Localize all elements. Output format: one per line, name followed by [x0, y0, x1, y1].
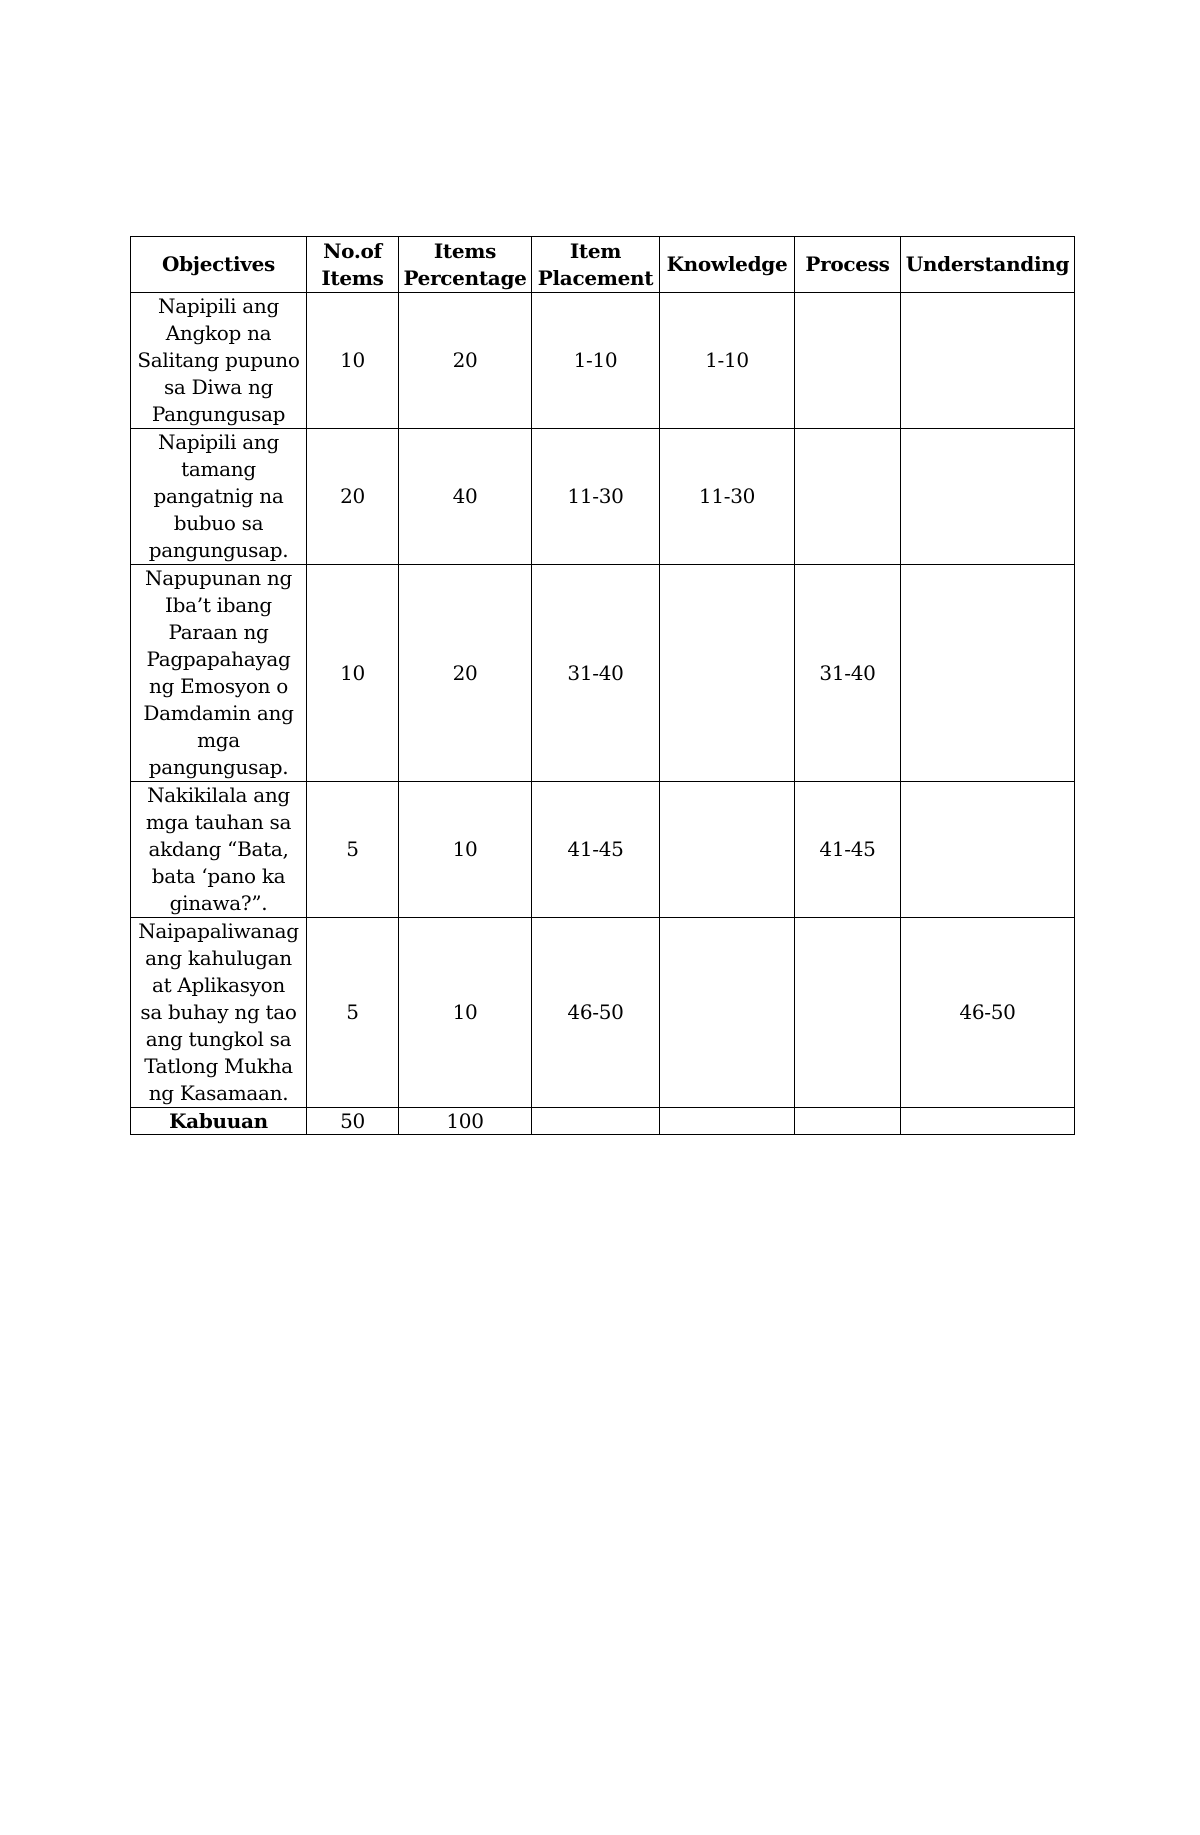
objective-line: sa buhay ng tao: [140, 1000, 297, 1024]
total-placement: [532, 1108, 660, 1135]
percentage-cell: 20: [399, 293, 532, 429]
no-of-items-cell: 10: [307, 565, 399, 782]
process-cell: 31-40: [795, 565, 901, 782]
header-understanding-label: Understanding: [905, 252, 1070, 276]
specification-table-container: [130, 236, 1074, 1135]
objective-cell: [131, 429, 307, 565]
objective-line: Pangungusap: [151, 402, 286, 426]
table-row: [131, 782, 1075, 918]
header-process: [795, 237, 901, 293]
process-cell: 41-45: [795, 782, 901, 918]
objective-line: Napipili ang: [158, 430, 279, 454]
header-knowledge-label: Knowledge: [666, 252, 788, 276]
process-cell: [795, 429, 901, 565]
objective-line: bubuo sa: [173, 511, 264, 535]
placement-cell: 46-50: [532, 918, 660, 1108]
objective-line: pangungusap.: [148, 755, 289, 779]
knowledge-cell: 1-10: [660, 293, 795, 429]
objective-line: ang tungkol sa: [145, 1027, 292, 1051]
header-items-percentage-line2: Percentage: [403, 265, 527, 290]
process-cell: [795, 293, 901, 429]
objective-line: Paraan ng: [168, 620, 269, 644]
total-understanding: [901, 1108, 1075, 1135]
header-items-percentage: [399, 237, 532, 293]
objective-line: akdang “Bata,: [148, 837, 289, 861]
understanding-cell: [901, 293, 1075, 429]
knowledge-cell: [660, 782, 795, 918]
objective-cell: [131, 918, 307, 1108]
objective-line: Iba’t ibang: [165, 593, 272, 617]
objective-line: ng Emosyon o: [149, 674, 288, 698]
objective-cell: [131, 565, 307, 782]
objective-line: Pagpapahayag: [146, 647, 291, 671]
objective-line: Angkop na: [165, 321, 272, 345]
no-of-items-cell: 20: [307, 429, 399, 565]
header-objectives: [131, 237, 307, 293]
table-row: [131, 293, 1075, 429]
percentage-cell: 10: [399, 782, 532, 918]
table-row: [131, 918, 1075, 1108]
no-of-items-cell: 5: [307, 782, 399, 918]
objective-line: ng Kasamaan.: [148, 1081, 289, 1105]
objective-line: Tatlong Mukha: [144, 1054, 293, 1078]
understanding-cell: [901, 429, 1075, 565]
header-no-of-items-line2: Items: [321, 265, 384, 290]
objective-line: Salitang pupuno: [137, 348, 300, 372]
knowledge-cell: [660, 918, 795, 1108]
placement-cell: 1-10: [532, 293, 660, 429]
objective-line: bata ‘pano ka: [151, 864, 286, 888]
process-cell: [795, 918, 901, 1108]
objective-line: pangungusap.: [148, 538, 289, 562]
header-item-placement: [532, 237, 660, 293]
objective-line: at Aplikasyon: [152, 973, 285, 997]
header-knowledge: [660, 237, 795, 293]
understanding-cell: [901, 782, 1075, 918]
objective-line: Napupunan ng: [145, 566, 292, 590]
placement-cell: 41-45: [532, 782, 660, 918]
table-row: [131, 429, 1075, 565]
objective-line: pangatnig na: [153, 484, 284, 508]
total-knowledge: [660, 1108, 795, 1135]
understanding-cell: 46-50: [901, 918, 1075, 1108]
total-process: [795, 1108, 901, 1135]
header-understanding: [901, 237, 1075, 293]
percentage-cell: 10: [399, 918, 532, 1108]
objective-line: Nakikilala ang: [147, 783, 290, 807]
table-row: [131, 565, 1075, 782]
total-label: Kabuuan: [131, 1108, 307, 1135]
no-of-items-cell: 10: [307, 293, 399, 429]
placement-cell: 11-30: [532, 429, 660, 565]
no-of-items-cell: 5: [307, 918, 399, 1108]
objective-line: sa Diwa ng: [163, 375, 274, 399]
header-items-percentage-line1: Items: [433, 238, 497, 263]
objective-line: ginawa?”.: [169, 891, 268, 915]
objective-cell: [131, 293, 307, 429]
header-no-of-items: [307, 237, 399, 293]
percentage-cell: 20: [399, 565, 532, 782]
objective-line: ang kahulugan: [145, 946, 292, 970]
understanding-cell: [901, 565, 1075, 782]
objective-line: tamang: [181, 457, 256, 481]
total-row: [131, 1108, 1075, 1135]
total-no-of-items: 50: [307, 1108, 399, 1135]
objective-line: Napipili ang: [158, 294, 279, 318]
table-of-specification: [130, 236, 1075, 1135]
total-percentage: 100: [399, 1108, 532, 1135]
percentage-cell: 40: [399, 429, 532, 565]
objective-line: Naipapaliwanag: [138, 919, 299, 943]
knowledge-cell: [660, 565, 795, 782]
header-no-of-items-line1: No.of: [323, 238, 382, 263]
header-item-placement-line1: Item: [569, 238, 622, 263]
knowledge-cell: 11-30: [660, 429, 795, 565]
header-row: [131, 237, 1075, 293]
objective-line: mga tauhan sa: [145, 810, 292, 834]
header-item-placement-line2: Placement: [537, 265, 654, 290]
objective-cell: [131, 782, 307, 918]
header-process-label: Process: [805, 252, 890, 276]
header-objectives-label: Objectives: [162, 252, 275, 276]
objective-line: Damdamin ang: [143, 701, 294, 725]
placement-cell: 31-40: [532, 565, 660, 782]
objective-line: mga: [197, 728, 240, 752]
